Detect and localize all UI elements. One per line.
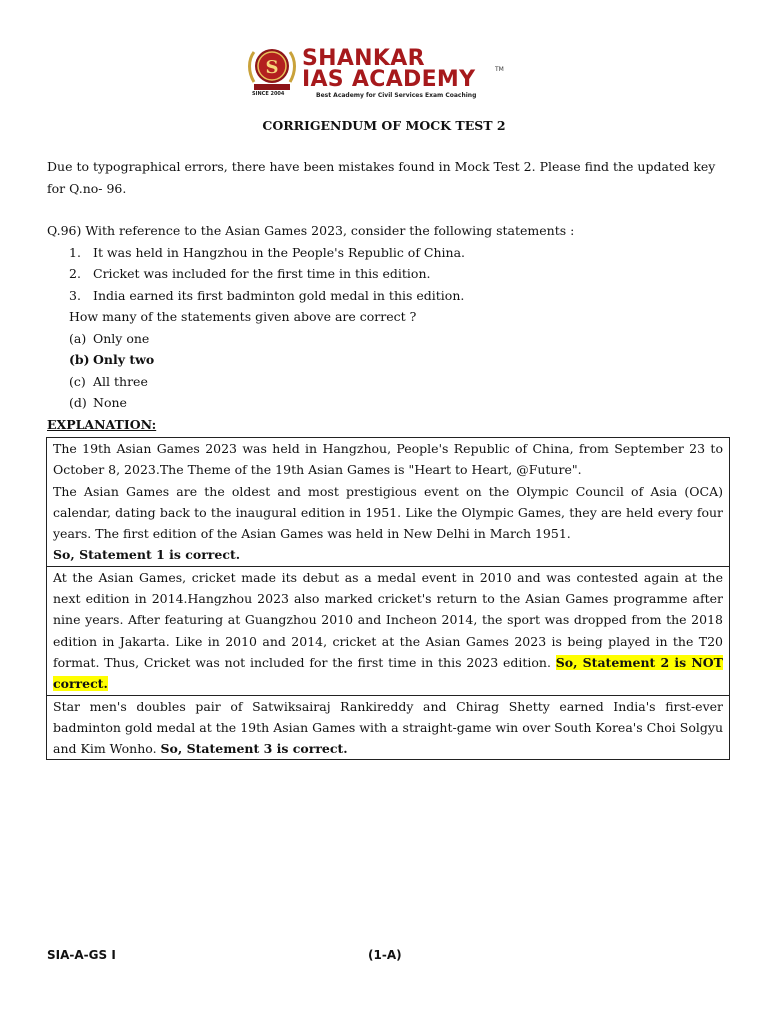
intro-paragraph: Due to typographical errors, there have been mistakes found in Mock Test 2. Please find the updated key for Q.no- 96. bbox=[47, 159, 716, 196]
explanation-paragraph: The Asian Games are the oldest and most prestigious event on the Olympic Council of Asia (OCA) calendar, dating back to the inaugural edition in 1951. Like the Olympic Games, they are held every four years. The first edition of the Asian Games was held in New Delhi in March 1951. bbox=[53, 483, 723, 542]
explanation-table bbox=[46, 437, 730, 760]
statement-text: It was held in Hangzhou in the People's Republic of China. bbox=[93, 244, 466, 260]
explanation-paragraph: Star men's doubles pair of Satwiksairaj Rankireddy and Chirag Shetty earned India's first-ever badminton gold medal at the 19th Asian Games with a straight-game win over South Korea's Choi Solgyu and Kim Wonho. bbox=[53, 698, 723, 757]
footer-page-number: (1-A) bbox=[368, 948, 402, 962]
trademark-mark: TM bbox=[495, 66, 504, 73]
option-text: None bbox=[93, 395, 127, 410]
question-block bbox=[47, 220, 727, 435]
option-item bbox=[47, 371, 727, 393]
option-label: (a) bbox=[69, 330, 87, 346]
option-text: All three bbox=[93, 373, 148, 389]
question-stem: Q.96) With reference to the Asian Games 2023, consider the following statements : bbox=[47, 223, 575, 238]
statement-item bbox=[47, 242, 727, 264]
explanation-cell-statement-2 bbox=[47, 567, 729, 696]
explanation-paragraph: The 19th Asian Games 2023 was held in Hangzhou, People's Republic of China, from September 23 to October 8, 2023.The Theme of the 19th Asian Games is "Heart to Heart, @Future". bbox=[53, 441, 723, 478]
brand-tagline: Best Academy for Civil Services Exam Coaching bbox=[316, 92, 477, 99]
option-text: Only one bbox=[93, 330, 150, 346]
option-label: (d) bbox=[69, 395, 87, 410]
statement-number: 2. bbox=[69, 266, 81, 281]
document-title: CORRIGENDUM OF MOCK TEST 2 bbox=[262, 118, 506, 133]
statement-list bbox=[47, 242, 727, 307]
explanation-paragraph: At the Asian Games, cricket made its debut as a medal event in 2010 and was contested again at the next edition in 2014.Hangzhou 2023 also marked cricket's return to the Asian Games programme after nine years. After featuring at Guangzhou 2010 and Incheon 2014, the sport was dropped from the 2018 edition in Jakarta. Like in 2010 and 2014, cricket at the Asian Games 2023 is being played in the T20 format. Thus, Cricket was not included for the first time in this 2023 edition. bbox=[53, 569, 723, 670]
option-label: (b) bbox=[69, 352, 90, 367]
option-item bbox=[47, 392, 727, 414]
emblem-letter: S bbox=[265, 57, 279, 78]
statement-1-conclusion: So, Statement 1 is correct. bbox=[53, 547, 241, 563]
statement-3-conclusion: So, Statement 3 is correct. bbox=[160, 741, 348, 757]
option-list bbox=[47, 328, 727, 414]
option-label: (c) bbox=[69, 373, 86, 389]
statement-2-conclusion: So, Statement 2 is NOT correct. bbox=[53, 654, 723, 692]
explanation-heading: EXPLANATION: bbox=[47, 416, 157, 432]
statement-number: 3. bbox=[69, 287, 81, 303]
explanation-cell-statement-1 bbox=[47, 438, 729, 567]
brand-name-line2: IAS ACADEMY bbox=[302, 67, 476, 92]
option-item-correct bbox=[47, 349, 727, 371]
explanation-cell-statement-3 bbox=[47, 696, 729, 761]
statement-number: 1. bbox=[69, 244, 81, 260]
option-item bbox=[47, 328, 727, 350]
statement-text: India earned its first badminton gold medal in this edition. bbox=[93, 287, 465, 303]
footer-code: SIA-A-GS I bbox=[47, 948, 116, 962]
question-ask: How many of the statements given above are correct ? bbox=[69, 309, 417, 324]
academy-logo bbox=[246, 42, 516, 102]
statement-text: Cricket was included for the first time in this edition. bbox=[93, 266, 431, 281]
brand-name-line1: SHANKAR bbox=[302, 46, 425, 71]
since-label: SINCE 2004 bbox=[252, 91, 285, 97]
statement-item bbox=[47, 285, 727, 307]
option-text: Only two bbox=[93, 352, 155, 367]
statement-item bbox=[47, 263, 727, 285]
